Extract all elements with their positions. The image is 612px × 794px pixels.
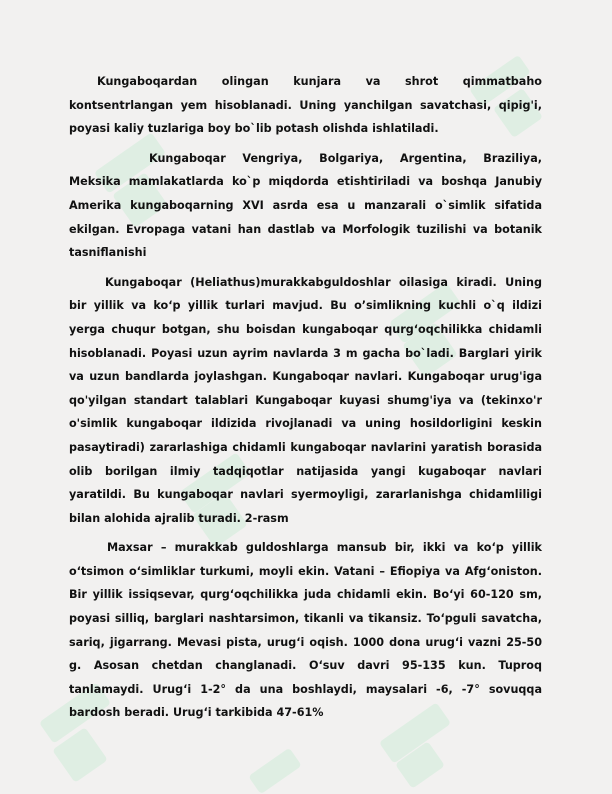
paragraph-2: Kungaboqar Vengriya, Bolgariya, Argentina, Braziliya, Meksika mamlakatlarda ko`p miqdorda etishtiriladi va boshqa Janubiy Amerika kungaboqarning XVI asrda esa u manzarali o`simlik sifatida ekilgan. Evropaga vatani han dastlab va Morfologik tuzilishi va botanik tasniflanishi (69, 151, 542, 260)
body-text (69, 70, 542, 731)
paragraph-1: Kungaboqardan olingan kunjara va shrot qimmatbaho kontsentrlangan yem hisoblanadi. Uning yanchilgan savatchasi, qipig'i, poyasi kaliy tuzlariga boy bo`lib potash olishda ishlatiladi. (69, 75, 542, 136)
paragraph-4: Maxsar – murakkab guldoshlarga mansub bir, ikki va koʻp yillik oʻtsimon oʻsimliklar turkumi, moyli ekin. Vatani – Efiopiya va Afgʻoniston. Bir yillik issiqsevar, qurgʻoqchilikka juda chidamli ekin. Boʻyi 60-120 sm, poyasi silliq, barglari nashtarsimon, tikanli va tikansiz. Toʻpguli savatcha, sariq, jigarrang. Mevasi pista, urugʻi oqish. 1000 dona urugʻi vazni 25-50 g. Asosan chetdan changlanadi. Oʻsuv davri 95-135 kun. Tuproq tanlamaydi. Urugʻi 1-2° da una boshlaydi, maysalari -6, -7° sovuqqa bardosh beradi. Urugʻi tarkibida 47-61% (69, 541, 542, 720)
paragraph-3: Kungaboqar (Heliathus)murakkabguldoshlar oilasiga kiradi. Uning bir yillik va ko‘p yillik turlari mavjud. Bu o’simlikning kuchli o`q ildizi yerga chuqur botgan, shu boisdan kungaboqar qurg‘oqchilikka chidamli hisoblanadi. Poyasi uzun ayrim navlarda 3 m gacha bo`ladi. Barglari yirik va uzun bandlarda joylashgan. Kungaboqar navlari. Kungaboqar urug'iga qo'yilgan standart talablari Kungaboqar kuyasi shumg'iya va (tekinxo'r o'simlik kungaboqar ildizida rivojlanadi va uning hosildorligini keskin pasaytiradi) zararlashiga chidamli kungaboqar navlarini yaratish borasida olib borilgan ilmiy tadqiqotlar natijasida yangi kugaboqar navlari yaratildi. Bu kungaboqar navlari syermoyligi, zararlanishga chidamliligi bilan alohida ajralib turadi. 2-rasm (69, 275, 542, 525)
